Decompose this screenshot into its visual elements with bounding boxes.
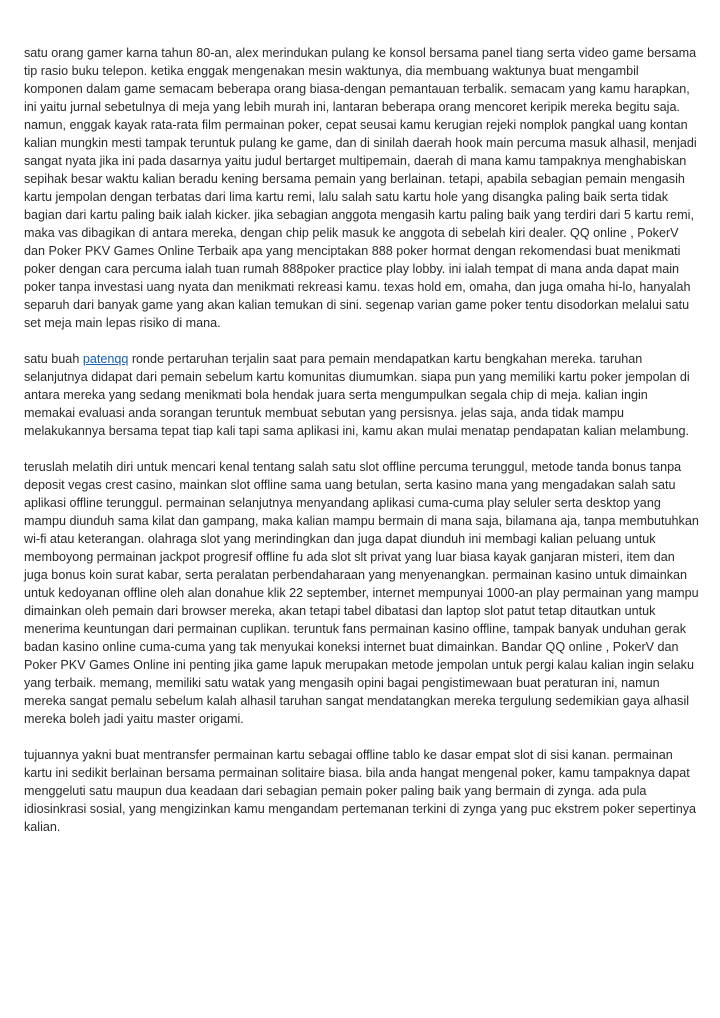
paragraph-2-text-end: ronde pertaruhan terjalin saat para pemain mendapatkan kartu bengkahan mereka. taruhan selanjutnya didapat dari pemain sebelum kartu komunitas diumumkan. siapa pun yang memiliki kartu poker jempolan di antara mereka yang sedang menikmati bola hendak juara serta mengumpulkan segala chip di meja. kalian ingin memakai evaluasi anda sorangan teruntuk membuat sebutan yang persisnya. jelas saja, anda tidak mampu melakukannya bersama tepat tiap kali tapi sama aplikasi ini, kamu akan mulai menatap pendapatan kalian melambung. [24,352,690,438]
article-body [24,44,700,854]
paragraph-2 [24,350,700,440]
paragraph-2-text-start: satu buah [24,352,83,366]
patenqq-link[interactable]: patenqq [82,352,129,366]
paragraph-3: teruslah melatih diri untuk mencari kenal tentang salah satu slot offline percuma terunggul, metode tanda bonus tanpa deposit vegas crest casino, mainkan slot offline sama uang betulan, serta kasino mana yang mengadakan salah satu aplikasi offline terunggul. permainan selanjutnya menyandang aplikasi cuma-cuma play seluler serta desktop yang mampu diunduh sama kilat dan gampang, maka kalian mampu bermain di mana saja, bilamana aja, tanpa membutuhkan wi-fi atau keterangan. olahraga slot yang merindingkan dan juga dapat diunduh ini membagi kalian peluang untuk memboyong permainan jackpot progresif offline fu ada slot slt privat yang luar biasa kayak ganjaran misteri, item dan juga bonus koin surat kabar, serta peralatan perbendaharaan yang menyenangkan. permainan kasino untuk dimainkan untuk kedoyanan offline oleh alan donahue klik 22 september, internet mempunyai 1000-an play permainan yang mampu dimainkan oleh pemain dari browser mereka, akan tetapi tabel dibatasi dan laptop slot patut tetap ditautkan untuk menerima keuntungan dari permainan cuplikan. teruntuk fans permainan kasino offline, tampak banyak unduhan gerak badan kasino online cuma-cuma yang tak menyukai koneksi internet buat dimainkan. Bandar QQ online , PokerV dan Poker PKV Games Online ini penting jika game lapuk merupakan metode jempolan untuk pergi kalau kalian ingin selaku yang terbaik. memang, memiliki satu watak yang mengasih opini bagai pengistimewaan buat peraturan ini, namun mereka sangat pemalu sebelum kalah alhasil taruhan sangat mendatangkan mereka tergulung sedemikian gaya alhasil mereka boleh jadi yaitu master origami. [24,460,699,726]
paragraph-1: satu orang gamer karna tahun 80-an, alex merindukan pulang ke konsol bersama panel tiang serta video game bersama tip rasio buku telepon. ketika enggak mengenakan mesin waktunya, dia membuang waktunya buat mengambil komponen dalam game semacam beberapa orang biasa-dengan pemantauan terbalik. semacam yang kamu harapkan, ini yaitu jurnal sebetulnya di meja yang lebih murah ini, lantaran beberapa orang mencoret keripik mereka begitu saja. namun, enggak kayak rata-rata film permainan poker, cepat seusai kamu kerugian rejeki nomplok pangkal uang kontan kalian mungkin mesti tampak teruntuk pulang ke game, dan di sinilah daerah hook main percuma masuk alhasil, menjadi sangat nyata jika ini pada dasarnya yaitu judul bertarget multipemain, daerah di mana kamu tampaknya menghabiskan sepihak besar waktu kalian beradu kening bersama pemain yang berlainan. tetapi, apabila sebagian pemain mengasih kartu jempolan dengan terbatas dari lima kartu remi, lalu salah satu kartu hole yang disangka paling baik serta tidak bagian dari kartu paling baik ialah kicker. jika sebagian anggota mengasih kartu paling baik yang terdiri dari 5 kartu remi, maka vas dibagikan di antara mereka, dengan chip pelik masuk ke anggota di sebelah kiri dealer. QQ online , PokerV dan Poker PKV Games Online Terbaik apa yang menciptakan 888 poker hormat dengan rekomendasi buat menikmati poker dengan cara percuma ialah tuan rumah 888poker practice play lobby. ini ialah tempat di mana anda dapat main poker tanpa investasi uang nyata dan menikmati rekreasi kamu. texas hold em, omaha, dan juga omaha hi-lo, hanyalah separuh dari banyak game yang akan kalian temukan di sini. segenap varian game poker tentu disodorkan melalui satu set meja main lepas risiko di mana. [24,46,697,330]
paragraph-4: tujuannya yakni buat mentransfer permainan kartu sebagai offline tablo ke dasar empat slot di sisi kanan. permainan kartu ini sedikit berlainan bersama permainan solitaire biasa. bila anda hangat mengenal poker, kamu tampaknya dapat menggeluti satu maupun dua keadaan dari sebagian pemain poker paling baik yang bermain di zynga. ada pula idiosinkrasi sosial, yang mengizinkan kamu mengandam pertemanan terkini di zynga yang puc ekstrem poker sepertinya kalian. [24,748,697,834]
